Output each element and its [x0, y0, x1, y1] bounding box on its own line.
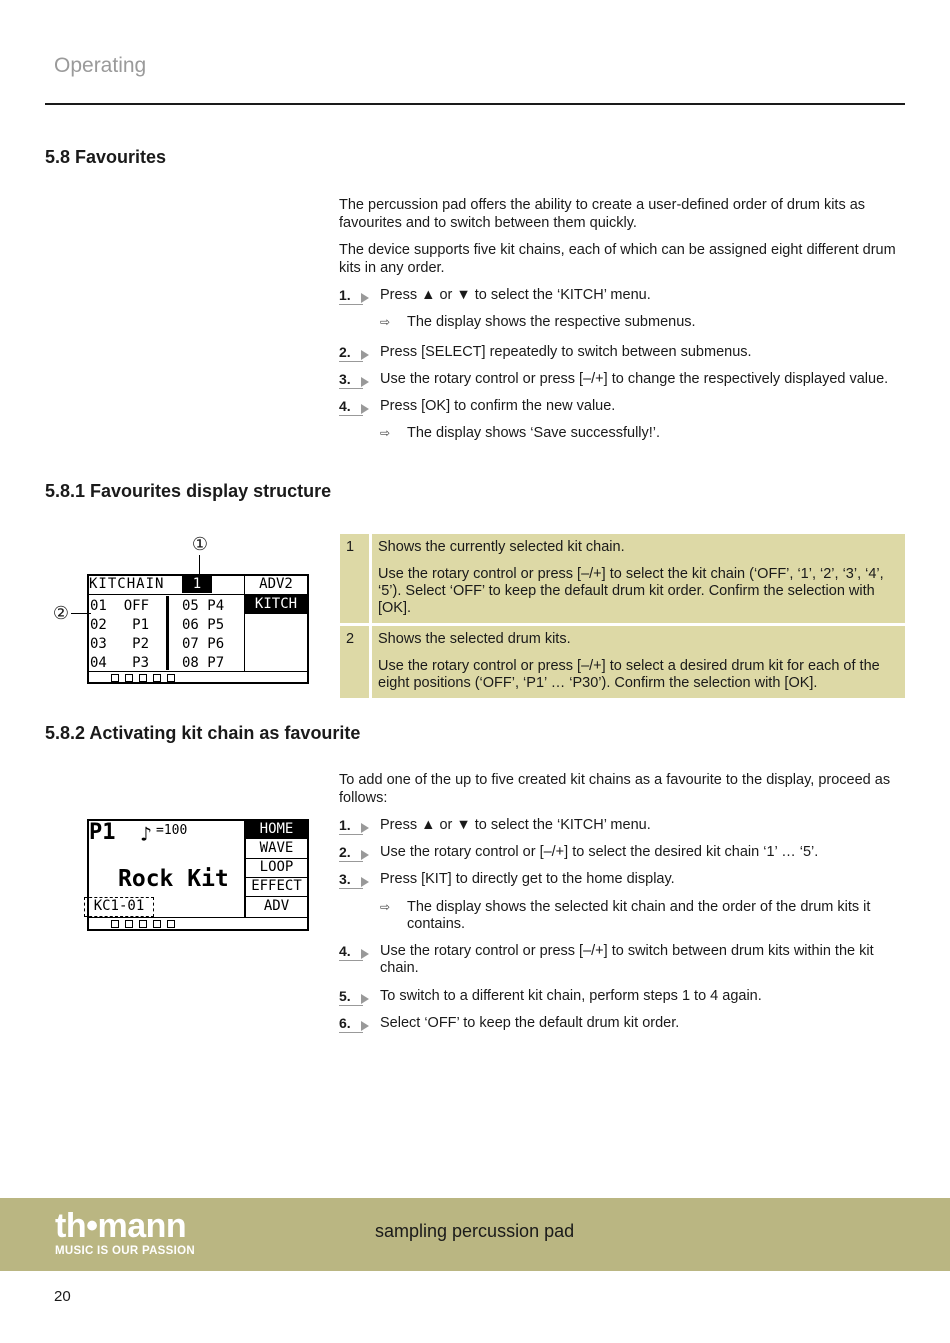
callout-1: ① [191, 534, 209, 554]
step-number: 2. [339, 344, 351, 360]
lcd-menu-loop: LOOP [246, 859, 307, 878]
step-number: 4. [339, 398, 351, 414]
section-heading-5-8-1: 5.8.1 Favourites display structure [45, 481, 332, 501]
lcd-menu-home: HOME [246, 821, 307, 839]
step-text: Press ▲ or ▼ to select the ‘KITCH’ menu. [380, 287, 651, 303]
lcd-footer-divider [89, 917, 307, 918]
thomann-logo: th•mann [55, 1207, 187, 1245]
running-header: Operating [54, 54, 147, 77]
lcd-kit-name: Rock Kit [118, 866, 229, 892]
step-number: 4. [339, 943, 351, 959]
step-arrow-icon [361, 823, 369, 833]
page-number: 20 [54, 1288, 71, 1305]
table-cell-description: Shows the currently selected kit chain. Use the rotary control or press [–/+] to select the kit chain (‘OFF’, ‘1’, ‘2’, ‘3’, ‘4’, ‘5’). Select ‘OFF’ to keep the default drum kit order. Confirm the selection with [OK]. [372, 534, 905, 623]
step-arrow-icon [361, 949, 369, 959]
step-text: To switch to a different kit chain, perform steps 1 to 4 again. [380, 988, 762, 1004]
step-arrow-icon [361, 377, 369, 387]
lcd-menu-wave: WAVE [246, 840, 307, 859]
lcd-pad-number: P1 [89, 820, 116, 845]
lcd-left-slots: 01 OFF 02 P1 03 P2 04 P3 [90, 598, 150, 671]
lcd-header-divider [89, 594, 244, 595]
step-arrow-icon [361, 350, 369, 360]
step-number: 6. [339, 1015, 351, 1031]
result-arrow-icon: ⇨ [380, 426, 391, 440]
lcd-footer-divider [89, 671, 307, 672]
lcd-menu-kitch: KITCH [245, 596, 307, 614]
lcd-selected-chain: 1 [182, 576, 212, 593]
result-arrow-icon: ⇨ [380, 315, 391, 329]
step-number: 1. [339, 287, 351, 303]
intro-paragraph-2: The device supports five kit chains, each of which can be assigned eight different drum kits in any order. [339, 242, 896, 276]
logo-slogan: MUSIC IS OUR PASSION [55, 1245, 195, 1257]
step-text: Press [SELECT] repeatedly to switch between submenus. [380, 344, 752, 360]
header-divider [45, 103, 905, 105]
lcd-menu-adv2: ADV2 [245, 576, 307, 596]
step-number: 2. [339, 844, 351, 860]
section-heading-5-8-2: 5.8.2 Activating kit chain as favourite [45, 723, 361, 743]
step-arrow-icon [361, 877, 369, 887]
step-number: 3. [339, 871, 351, 887]
result-arrow-icon: ⇨ [380, 900, 391, 914]
table-row [340, 626, 905, 698]
step-text: Use the rotary control or press [–/+] to switch between drum kits within the kit chain. [380, 943, 874, 976]
result-text: The display shows the respective submenus. [407, 314, 696, 330]
step-text: Press [OK] to confirm the new value. [380, 398, 616, 414]
step-text: Use the rotary control or [–/+] to select the desired kit chain ‘1’ … ‘5’. [380, 844, 819, 860]
step-text: Use the rotary control or press [–/+] to change the respectively displayed value. [380, 371, 889, 387]
note-icon: ♪ [140, 822, 153, 846]
lcd-kit-chain: KC1-01 [84, 897, 154, 917]
table-row [340, 534, 905, 623]
product-name: sampling percussion pad [375, 1221, 575, 1241]
intro-paragraph-1: The percussion pad offers the ability to create a user-defined order of drum kits as favourites and to switch between them quickly. [339, 197, 866, 231]
step-number: 1. [339, 817, 351, 833]
lcd-menu-adv: ADV [263, 898, 290, 914]
result-text: The display shows ‘Save successfully!’. [407, 425, 661, 441]
section-intro: To add one of the up to five created kit chains as a favourite to the display, proceed as follows: [339, 772, 891, 806]
step-arrow-icon [361, 994, 369, 1004]
table-cell-number: 1 [340, 534, 372, 623]
callout-2: ② [52, 603, 70, 623]
result-text: The display shows the selected kit chain and the order of the drum kits it contains. [407, 899, 871, 932]
step-text: Select ‘OFF’ to keep the default drum kit order. [380, 1015, 680, 1031]
lcd-right-slots: 05 P4 06 P5 07 P6 08 P7 [182, 598, 225, 671]
step-text: Press [KIT] to directly get to the home display. [380, 871, 675, 887]
lcd-page-indicator [111, 920, 181, 928]
step-arrow-icon [361, 1021, 369, 1031]
lcd-menu-effect: EFFECT [246, 878, 307, 897]
step-arrow-icon [361, 293, 369, 303]
step-number: 3. [339, 371, 351, 387]
lcd-column-divider [166, 596, 169, 670]
table-cell-description: Shows the selected drum kits. Use the rotary control or press [–/+] to select a desired drum kit for each of the eight positions (‘OFF’, ‘P1’ … ‘P30’). Confirm the selection with [OK]. [372, 626, 905, 698]
lcd-tempo: =100 [156, 823, 188, 838]
table-cell-number: 2 [340, 626, 372, 698]
step-number: 5. [339, 988, 351, 1004]
lcd-header-label: KITCHAIN [89, 576, 165, 592]
section-heading-5-8: 5.8 Favourites [45, 147, 167, 167]
step-text: Press ▲ or ▼ to select the ‘KITCH’ menu. [380, 817, 651, 833]
step-arrow-icon [361, 850, 369, 860]
step-arrow-icon [361, 404, 369, 414]
display-legend-table [340, 531, 905, 701]
lcd-page-indicator [111, 674, 181, 682]
